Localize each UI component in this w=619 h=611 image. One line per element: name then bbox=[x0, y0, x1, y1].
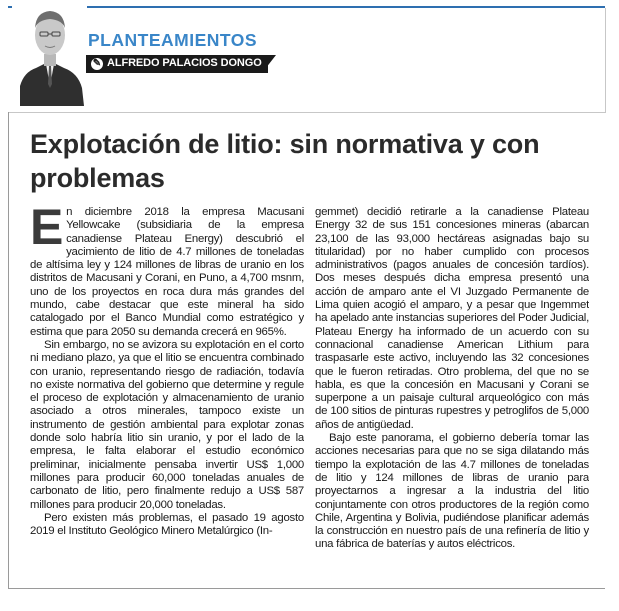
bottom-border-rule bbox=[8, 588, 605, 589]
paragraph-5: Bajo este panorama, el gobierno debería tomar las acciones necesarias para que no se siga dilatando más tiempo la explotación de las 4.7 millones de toneladas de litio y 124 millones de libras de uranio para proyectarnos a ingresar a la industria del litio conjuntamente con otros productores de la región como Chile, Argentina y Bolivia, pudiéndose planificar además la construcción en nuestro país de una refinería de litio y una fábrica de baterías y autos eléctricos. bbox=[315, 432, 589, 551]
author-name: ALFREDO PALACIOS DONGO bbox=[107, 57, 262, 69]
section-label: PLANTEAMIENTOS bbox=[88, 30, 258, 50]
paragraph-2: Sin embargo, no se avizora su explotación en el corto ni mediano plazo, ya que el litio se encuentra combinado con uranio, representando riesgo de radiación, todavía no existe normativa del gobierno que determine y regule el proceso de explotación y almacenamiento de uranio asociado a otros minerales, tampoco existe un instrumento de gestión ambiental para explotar zonas donde solo habría litio sin uranio, y por el lado de la empresa, le falta elaborar el estudio económico preliminar, inicialmente pensaba invertir US$ 1,000 millones para producir 60,000 toneladas anuales de carbonato de litio, pero finalmente redujo a US$ 587 millones para producir 20,000 toneladas. bbox=[30, 338, 304, 511]
left-border-rule bbox=[8, 112, 9, 589]
pen-icon: ✎ bbox=[92, 58, 102, 69]
article-headline: Explotación de litio: sin normativa y con problemas bbox=[30, 129, 540, 193]
article-column-right bbox=[315, 206, 589, 586]
paragraph-1: En diciembre 2018 la empresa Macusani Yellowcake (subsidiaria de la empresa canadiense Plateau Energy) descubrió el yacimiento de litio de 4.7 millones de toneladas de altísima ley y 124 millones de libras de uranio en los distritos de Macusani y Corani, en Puno, a 4,700 msnm, uno de los proyectos en roca dura más grandes del mundo, cabe destacar que este mineral ha sido catalogado por el Banco Mundial como estratégico y estima que para 2050 su demanda crecerá en 965%. bbox=[30, 206, 304, 338]
paragraph-4: gemmet) decidió retirarle a la canadiense Plateau Energy 32 de sus 151 concesiones mineras (abarcan 23,100 de las 93,000 hectáreas asignadas bajo su titularidad) por no haber cumplido con procesos administrativos (pagos anuales de concesión tardíos). Dos meses después dicha empresa presentó una acción de amparo ante el VI Juzgado Permanente de Lima quien acogió el amparo, y a pesar que Ingemmet ha apelado ante instancias superiores del Poder Judicial, Plateau Energy ha informado de un acuerdo con su connacional canadiense American Lithium para traspasarle este activo, incluyendo las 32 concesiones que le fueron retiradas. Otro problema, del que no se habla, es que la concesión en Macusani y Corani se superpone a un paisaje cultural arqueológico con más de 100 sitios de pinturas rupestres y petroglifos de 5,000 años de antigüedad. bbox=[315, 206, 589, 431]
author-band bbox=[86, 55, 276, 73]
paragraph-3: Pero existen más problemas, el pasado 19 agosto 2019 el Instituto Geológico Minero Metalúrgico (In- bbox=[30, 511, 304, 538]
drop-cap: E bbox=[30, 206, 64, 255]
author-portrait bbox=[12, 0, 87, 106]
article-column-left bbox=[30, 206, 304, 586]
